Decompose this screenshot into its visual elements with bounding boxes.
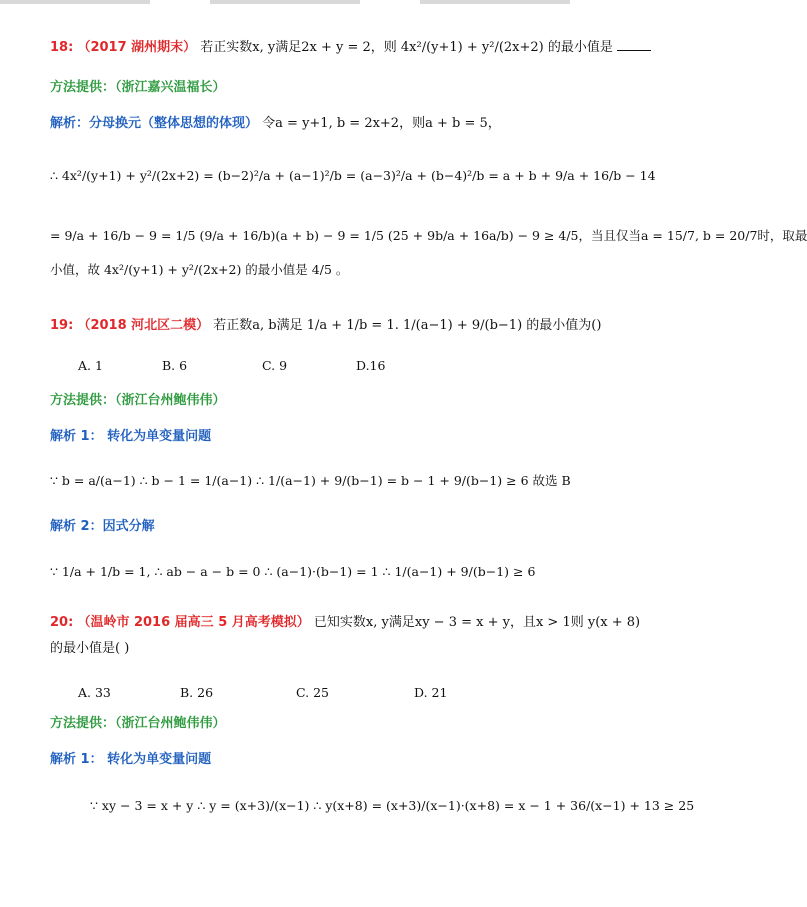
header-strip	[0, 0, 642, 6]
q20-stem-line-2	[50, 641, 622, 657]
q19-provider	[50, 393, 622, 409]
q20-solution-1-equation: ∵ xy − 3 = x + y ∴ y = (x+3)/(x−1) ∴ y(x+8) = (x+3)/(x−1)·(x+8) = x − 1 + 36/(x−1) + 13 ≥ 25	[90, 798, 695, 813]
q19-solution-1-header	[50, 429, 622, 445]
q19-source: （2018 河北区二模）	[77, 318, 210, 333]
q19-stem-line	[50, 318, 622, 334]
q20-stem-line	[50, 615, 641, 631]
q20-option-b: B. 26	[180, 685, 214, 700]
q19-solution-2-header	[50, 519, 622, 535]
q19-provider-text: 方法提供：（浙江台州鲍伟伟）	[50, 393, 226, 408]
q18-equation-2: = 9/a + 16/b − 9 = 1/5 (9/a + 16/b)(a + b) − 9 = 1/5 (25 + 9b/a + 16a/b) − 9 ≥ 4/5，当且仅当a = 15/7, b = 20/7时，取最	[50, 228, 807, 243]
q19-solution-1-equation: ∵ b = a/(a−1) ∴ b − 1 = 1/(a−1) ∴ 1/(a−1) + 9/(b−1) = b − 1 + 9/(b−1) ≥ 6 故选 B	[50, 473, 571, 488]
q19-stem: 若正数a, b满足 1/a + 1/b = 1. 1/(a−1) + 9/(b−1) 的最小值为()	[213, 318, 602, 333]
q19-option-d: D.16	[356, 358, 386, 373]
q18-equation-3: 小值，故 4x²/(y+1) + y²/(2x+2) 的最小值是 4/5 。	[50, 262, 349, 277]
q19-sol1-head: 解析 1： 转化为单变量问题	[50, 429, 212, 444]
q18-source: （2017 湖州期末）	[77, 40, 197, 55]
q18-number: 18:	[50, 40, 74, 55]
q20-provider	[50, 716, 622, 732]
q19-option-b: B. 6	[162, 358, 188, 373]
q19-number: 19:	[50, 318, 74, 333]
q20-solution-1-header	[50, 752, 622, 768]
q20-number: 20:	[50, 615, 74, 630]
q20-stem-2: 的最小值是( )	[50, 641, 130, 656]
q20-option-a: A. 33	[78, 685, 111, 700]
q19-option-c: C. 9	[262, 358, 288, 373]
q18-equation-1: ∴ 4x²/(y+1) + y²/(2x+2) = (b−2)²/a + (a−1)²/b = (a−3)²/a + (b−4)²/b = a + b + 9/a + 16/b − 14	[50, 168, 656, 183]
q19-sol2-head: 解析 2：因式分解	[50, 519, 155, 534]
q20-option-d: D. 21	[414, 685, 448, 700]
q20-provider-text: 方法提供：（浙江台州鲍伟伟）	[50, 716, 226, 731]
q20-sol1-head: 解析 1： 转化为单变量问题	[50, 752, 212, 767]
q18-stem-line	[50, 38, 622, 56]
q18-provider-text: 方法提供：（浙江嘉兴温福长）	[50, 80, 226, 95]
q18-provider	[50, 80, 622, 96]
q18-solution-header	[50, 116, 622, 132]
q18-stem: 若正实数x, y满足2x + y = 2，则 4x²/(y+1) + y²/(2x+2) 的最小值是	[200, 40, 613, 55]
q18-blank	[617, 38, 651, 51]
q18-sol-head-rest: 令a = y+1, b = 2x+2，则a + b = 5，	[262, 116, 501, 131]
q20-option-c: C. 25	[296, 685, 329, 700]
q19-option-a: A. 1	[78, 358, 103, 373]
q20-source: （温岭市 2016 届高三 5 月高考模拟）	[77, 615, 310, 630]
q18-sol-head: 解析：分母换元（整体思想的体现）	[50, 116, 259, 131]
q20-stem: 已知实数x, y满足xy − 3 = x + y，且x > 1则 y(x + 8)	[313, 615, 641, 630]
q19-solution-2-equation: ∵ 1/a + 1/b = 1, ∴ ab − a − b = 0 ∴ (a−1)·(b−1) = 1 ∴ 1/(a−1) + 9/(b−1) ≥ 6	[50, 564, 536, 579]
